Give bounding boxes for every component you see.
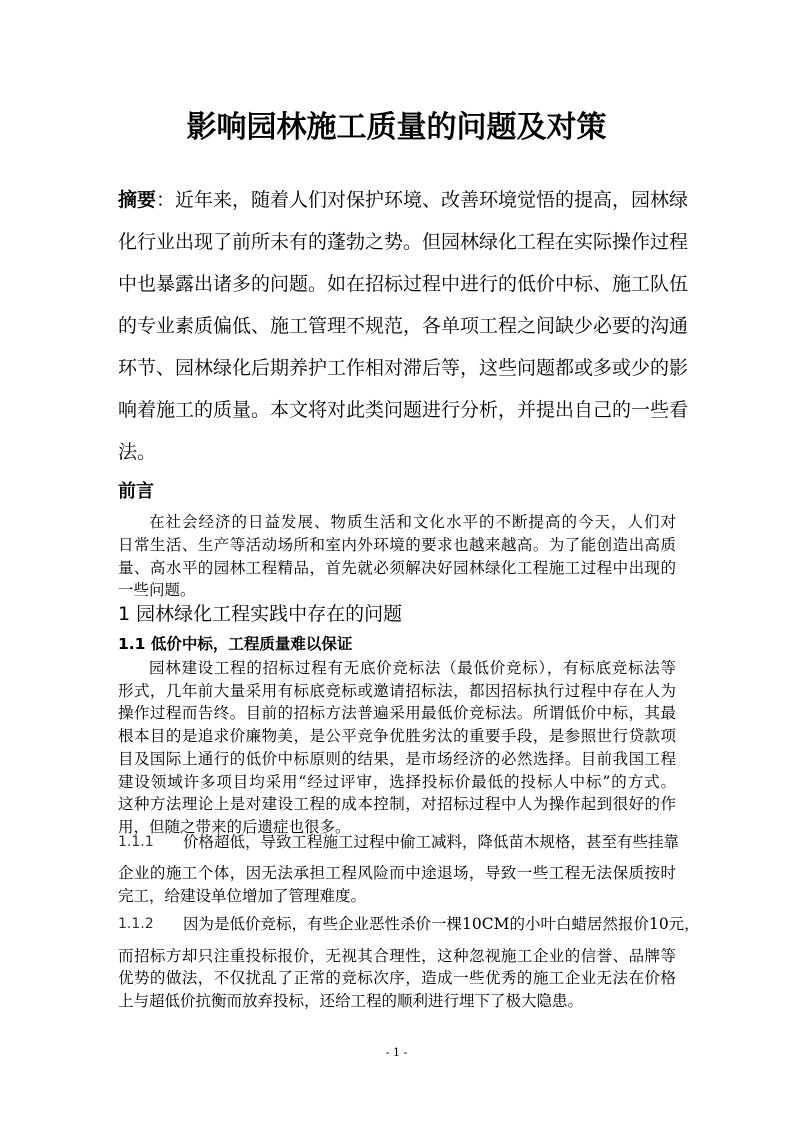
body-line: 园林建设工程的招标过程有无底价竞标法（最低价竞标），有标底竞标法等 xyxy=(149,659,676,677)
body-line: 操作过程而告终。目前的招标方法普遍采用最低价竞标法。所谓低价中标，其最 xyxy=(118,704,676,722)
body-line: 用，但随之带来的后遗症也很多。 xyxy=(118,818,351,836)
body-line: 根本目的是追求价廉物美，是公平竞争优胜劣汰的重要手段，是参照世行贷款项 xyxy=(118,727,676,745)
body-line: 目及国际上通行的低价中标原则的结果，是市场经济的必然选择。目前我国工程 xyxy=(118,750,676,768)
preface-line: 日常生活、生产等活动场所和室内外环境的要求也越来越高。为了能创造出高质 xyxy=(118,536,676,554)
page-number: - 1 - xyxy=(385,1046,408,1059)
abstract-line: 中也暴露出诸多的问题。如在招标过程中进行的低价中标、施工队伍 xyxy=(118,273,689,295)
body-line: 形式，几年前大量采用有标底竞标或邀请招标法，都因招标执行过程中存在人为 xyxy=(118,682,676,700)
preface-line: 一些问题。 xyxy=(118,581,196,599)
item-line: 企业的施工个体，因无法承担工程风险而中途退场，导致一些工程无法保质按时 xyxy=(118,864,676,882)
abstract-label: 摘要 xyxy=(118,189,157,211)
preface-line: 量、高水平的园林工程精品，首先就必须解决好园林绿化工程施工过程中出现的 xyxy=(118,559,676,577)
item-line: 完工，给建设单位增加了管理难度。 xyxy=(118,887,367,905)
document-title: 影响园林施工质量的问题及对策 xyxy=(186,110,607,145)
abstract-line: 法。 xyxy=(118,441,157,463)
abstract-line: 摘要：近年来，随着人们对保护环境、改善环境觉悟的提高，园林绿 xyxy=(118,189,689,211)
item-1-1-1-number: 1.1.1 xyxy=(118,834,154,850)
item-line: 优势的做法，不仅扰乱了正常的竞标次序，造成一些优秀的施工企业无法在价格 xyxy=(118,969,676,987)
preface-line: 在社会经济的日益发展、物质生活和文化水平的不断提高的今天，人们对 xyxy=(149,513,676,531)
abstract-line: 化行业出现了前所未有的蓬勃之势。但园林绿化工程在实际操作过程 xyxy=(118,231,689,253)
item-1-1-2-number: 1.1.2 xyxy=(118,916,154,932)
abstract-line: 环节、园林绿化后期养护工作相对滞后等，这些问题都或多或少的影 xyxy=(118,357,689,379)
body-line: 这种方法理论上是对建设工程的成本控制，对招标过程中人为操作起到很好的作 xyxy=(118,795,676,813)
section-1-1-heading: 1.1 低价中标，工程质量难以保证 xyxy=(118,635,353,653)
item-line: 而招标方却只注重投标报价，无视其合理性，这种忽视施工企业的信誉、品牌等 xyxy=(118,947,676,965)
item-line: 上与超低价抗衡而放弃投标，还给工程的顺利进行埋下了极大隐患。 xyxy=(118,992,584,1010)
body-line: 建设领域许多项目均采用“经过评审，选择投标价最低的投标人中标”的方式。 xyxy=(118,773,676,791)
item-line: 价格超低，导致工程施工过程中偷工减料，降低苗木规格，甚至有些挂靠 xyxy=(183,833,680,851)
abstract-line: 的专业素质偏低、施工管理不规范，各单项工程之间缺少必要的沟通 xyxy=(118,315,689,337)
section-1-heading: 1 园林绿化工程实践中存在的问题 xyxy=(118,603,403,625)
item-line: 因为是低价竞标，有些企业恶性杀价一棵10CM的小叶白蜡居然报价10元， xyxy=(183,915,700,933)
abstract-line: 响着施工的质量。本文将对此类问题进行分析，并提出自己的一些看 xyxy=(118,399,689,421)
preface-heading: 前言 xyxy=(118,481,154,502)
